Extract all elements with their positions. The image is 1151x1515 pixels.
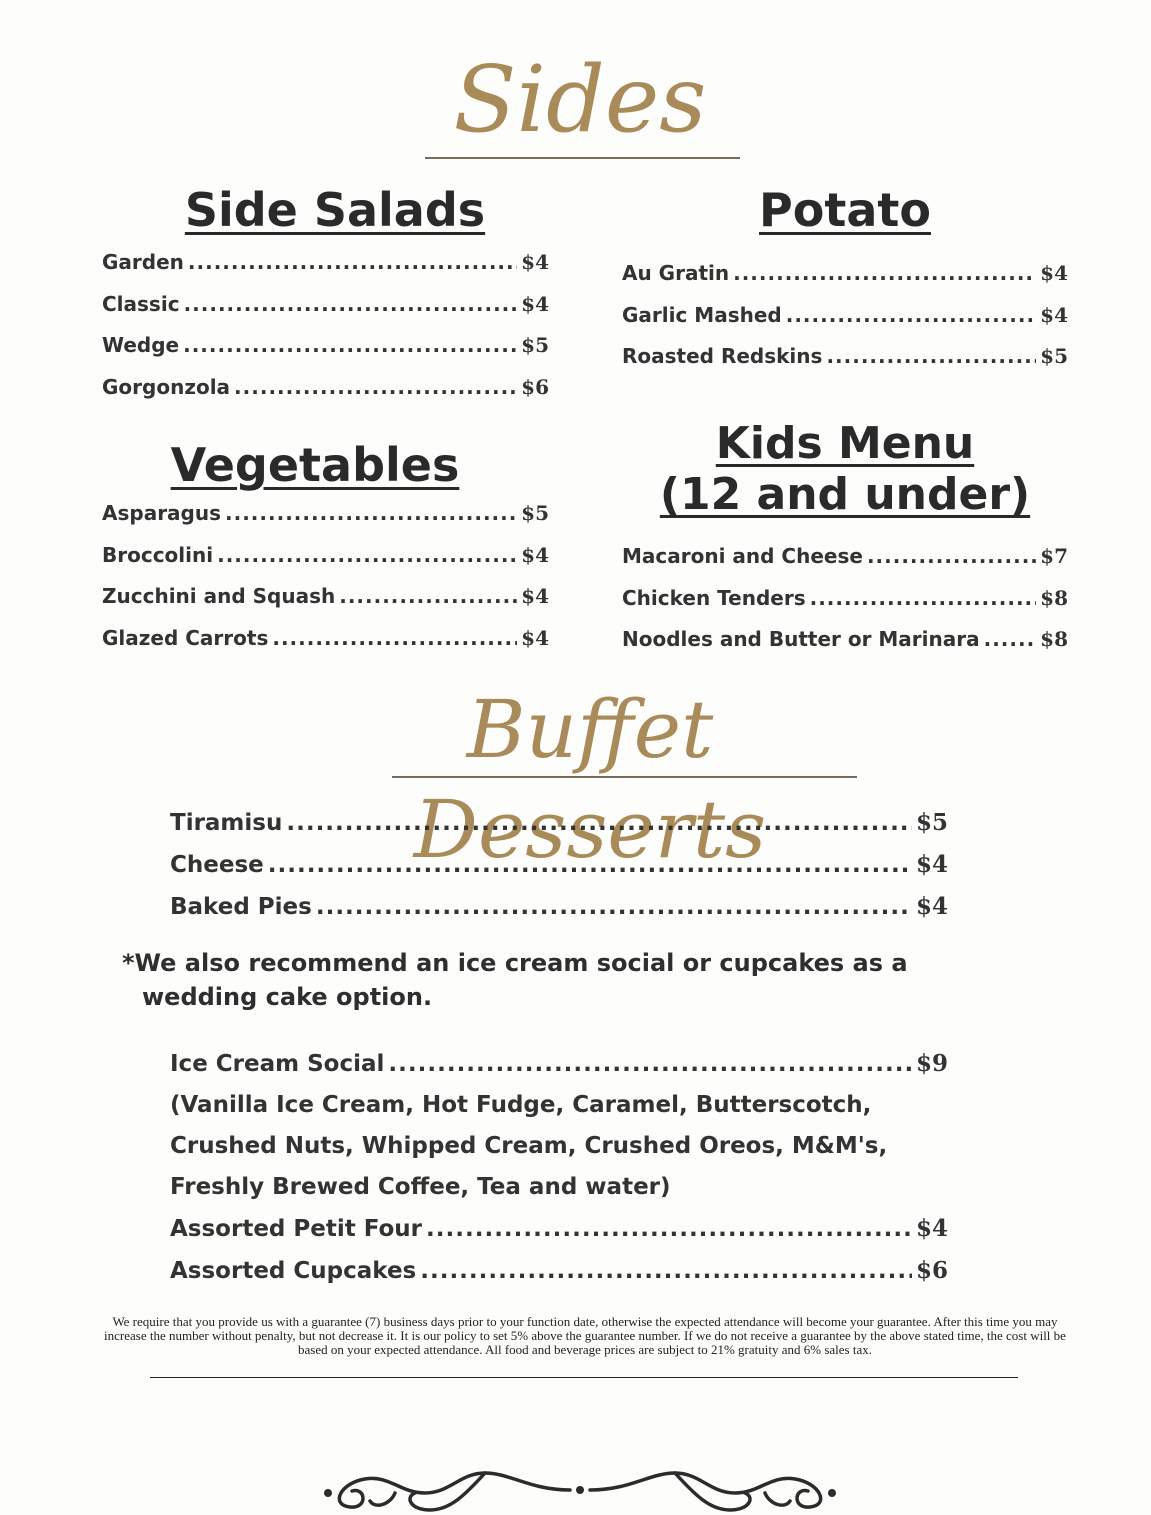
side-salads-list xyxy=(102,242,549,408)
note-line: wedding cake option. xyxy=(142,983,433,1011)
vegetables-list xyxy=(102,493,549,659)
menu-item: Assorted Petit Four ..... $4 xyxy=(170,1208,948,1250)
desserts-title-underline xyxy=(392,776,857,778)
kids-menu-age-note: (12 and under) xyxy=(659,469,1031,520)
menu-item: Cheese ..... $4 xyxy=(170,844,948,886)
menu-item: Tiramisu ..... $5 xyxy=(170,802,948,844)
recommendation-note xyxy=(122,946,1082,1014)
menu-item: Au Gratin ..... $4 xyxy=(622,253,1068,295)
footer-divider xyxy=(150,1377,1018,1378)
menu-item: Glazed Carrots ..... $4 xyxy=(102,618,549,660)
menu-item: Macaroni and Cheese ..... $7 xyxy=(622,536,1068,578)
vegetables-heading: Vegetables xyxy=(170,438,460,492)
potato-heading: Potato xyxy=(759,183,931,237)
menu-item: Ice Cream Social ..... $9 xyxy=(170,1043,948,1085)
ice-cream-description: Crushed Nuts, Whipped Cream, Crushed Oreos, M&M's, xyxy=(170,1133,888,1159)
potato-list xyxy=(622,253,1068,378)
sides-title-underline xyxy=(425,157,740,159)
menu-item: Gorgonzola ..... $6 xyxy=(102,367,549,409)
ice-cream-description: Freshly Brewed Coffee, Tea and water) xyxy=(170,1174,671,1200)
menu-item: Classic ..... $4 xyxy=(102,284,549,326)
desserts-list xyxy=(170,802,948,928)
menu-item: Chicken Tenders ..... $8 xyxy=(622,578,1068,620)
guarantee-policy-text: We require that you provide us with a guarantee (7) business days prior to your function date, otherwise the expected attendance will become your guarantee. After this time you may increase the number without penalty, but not decrease it. It is our policy to set 5% above the guarantee number. If we do not receive a guarantee by the above stated time, the cost will be based on your expected attendance. All food and beverage prices are subject to 21% gratuity and 6% sales tax. xyxy=(104,1314,1066,1357)
menu-item: Asparagus ..... $5 xyxy=(102,493,549,535)
kids-menu-list xyxy=(622,536,1068,661)
menu-item: Noodles and Butter or Marinara ..... $8 xyxy=(622,619,1068,661)
menu-item: Wedge ..... $5 xyxy=(102,325,549,367)
side-salads-heading: Side Salads xyxy=(184,183,486,237)
menu-item: Roasted Redskins ..... $5 xyxy=(622,336,1068,378)
sides-title: Sides xyxy=(453,46,707,153)
flourish-ornament xyxy=(300,1465,860,1515)
menu-item: Broccolini ..... $4 xyxy=(102,535,549,577)
menu-item: Zucchini and Squash ..... $4 xyxy=(102,576,549,618)
menu-item: Assorted Cupcakes ..... $6 xyxy=(170,1250,948,1292)
menu-item: Garden ..... $4 xyxy=(102,242,549,284)
menu-item: Baked Pies ..... $4 xyxy=(170,886,948,928)
ice-cream-section xyxy=(170,1043,948,1292)
note-line: *We also recommend an ice cream social or cupcakes as a xyxy=(122,949,908,977)
kids-menu-heading: Kids Menu xyxy=(715,418,975,469)
menu-item: Garlic Mashed ..... $4 xyxy=(622,295,1068,337)
buffet-desserts-title: Buffet Desserts xyxy=(413,683,767,876)
ice-cream-description: (Vanilla Ice Cream, Hot Fudge, Caramel, Butterscotch, xyxy=(170,1092,872,1118)
